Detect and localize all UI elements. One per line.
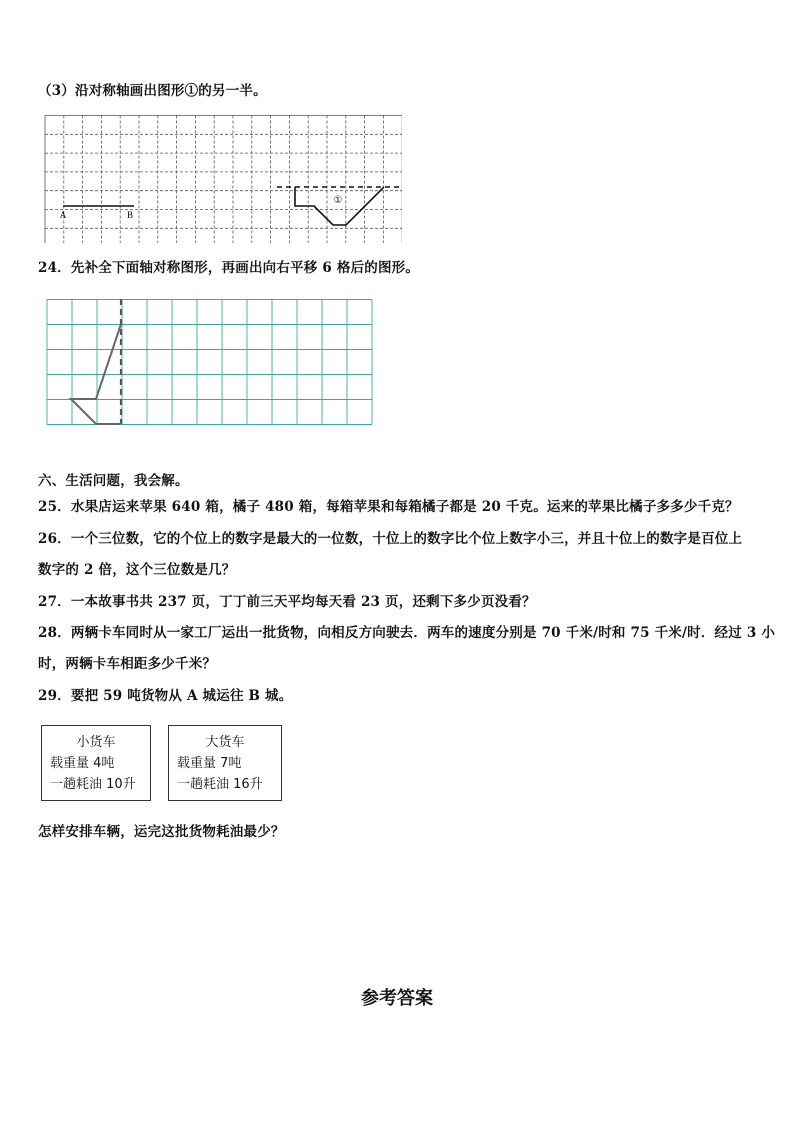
question-28-line2: 时，两辆卡车相距多少千米？ <box>38 656 217 672</box>
big-truck-fuel: 一趟耗油 16升 <box>177 777 263 792</box>
small-truck-fuel: 一趟耗油 10升 <box>50 777 136 792</box>
question-23-3: （3）沿对称轴画出图形①的另一半。 <box>38 83 267 99</box>
question-25: 25．水果店运来苹果 640 箱，橘子 480 箱，每箱苹果和每箱橘子都是 20 千克。运来的苹果比橘子多多少千克？ <box>38 499 739 515</box>
half-figure-2 <box>71 324 121 424</box>
question-29: 29．要把 59 吨货物从 A 城运往 B 城。 <box>38 688 293 704</box>
grid-figure-1 <box>44 115 402 243</box>
label-a: A <box>59 210 67 220</box>
small-truck-card <box>41 725 151 801</box>
question-26-line1: 26．一个三位数，它的个位上的数字是最大的一位数，十位上的数字比个位上数字小三，并且十位上的数字是百位上 <box>38 531 743 547</box>
shape-label: ① <box>333 195 343 206</box>
question-29-ask: 怎样安排车辆，运完这批货物耗油最少？ <box>38 824 285 840</box>
small-truck-title: 小货车 <box>76 735 116 750</box>
question-26-line2: 数字的 2 倍，这个三位数是几？ <box>38 562 236 578</box>
question-28-line1: 28．两辆卡车同时从一家工厂运出一批货物，向相反方向驶去．两车的速度分别是 70 千米/时和 75 千米/时．经过 3 小 <box>38 625 776 641</box>
answer-title: 参考答案 <box>361 988 433 1009</box>
question-24: 24．先补全下面轴对称图形，再画出向右平移 6 格后的图形。 <box>38 260 420 276</box>
label-b: B <box>126 210 134 220</box>
big-truck-title: 大货车 <box>205 735 245 750</box>
small-truck-load: 载重量 4吨 <box>50 756 115 771</box>
big-truck-load: 载重量 7吨 <box>177 756 242 771</box>
grid-figure-2 <box>46 299 376 427</box>
question-27: 27．一本故事书共 237 页，丁丁前三天平均每天看 23 页，还剩下多少页没看？ <box>38 594 536 610</box>
big-truck-card <box>168 725 282 801</box>
section-6-title: 六、生活问题，我会解。 <box>38 473 189 489</box>
